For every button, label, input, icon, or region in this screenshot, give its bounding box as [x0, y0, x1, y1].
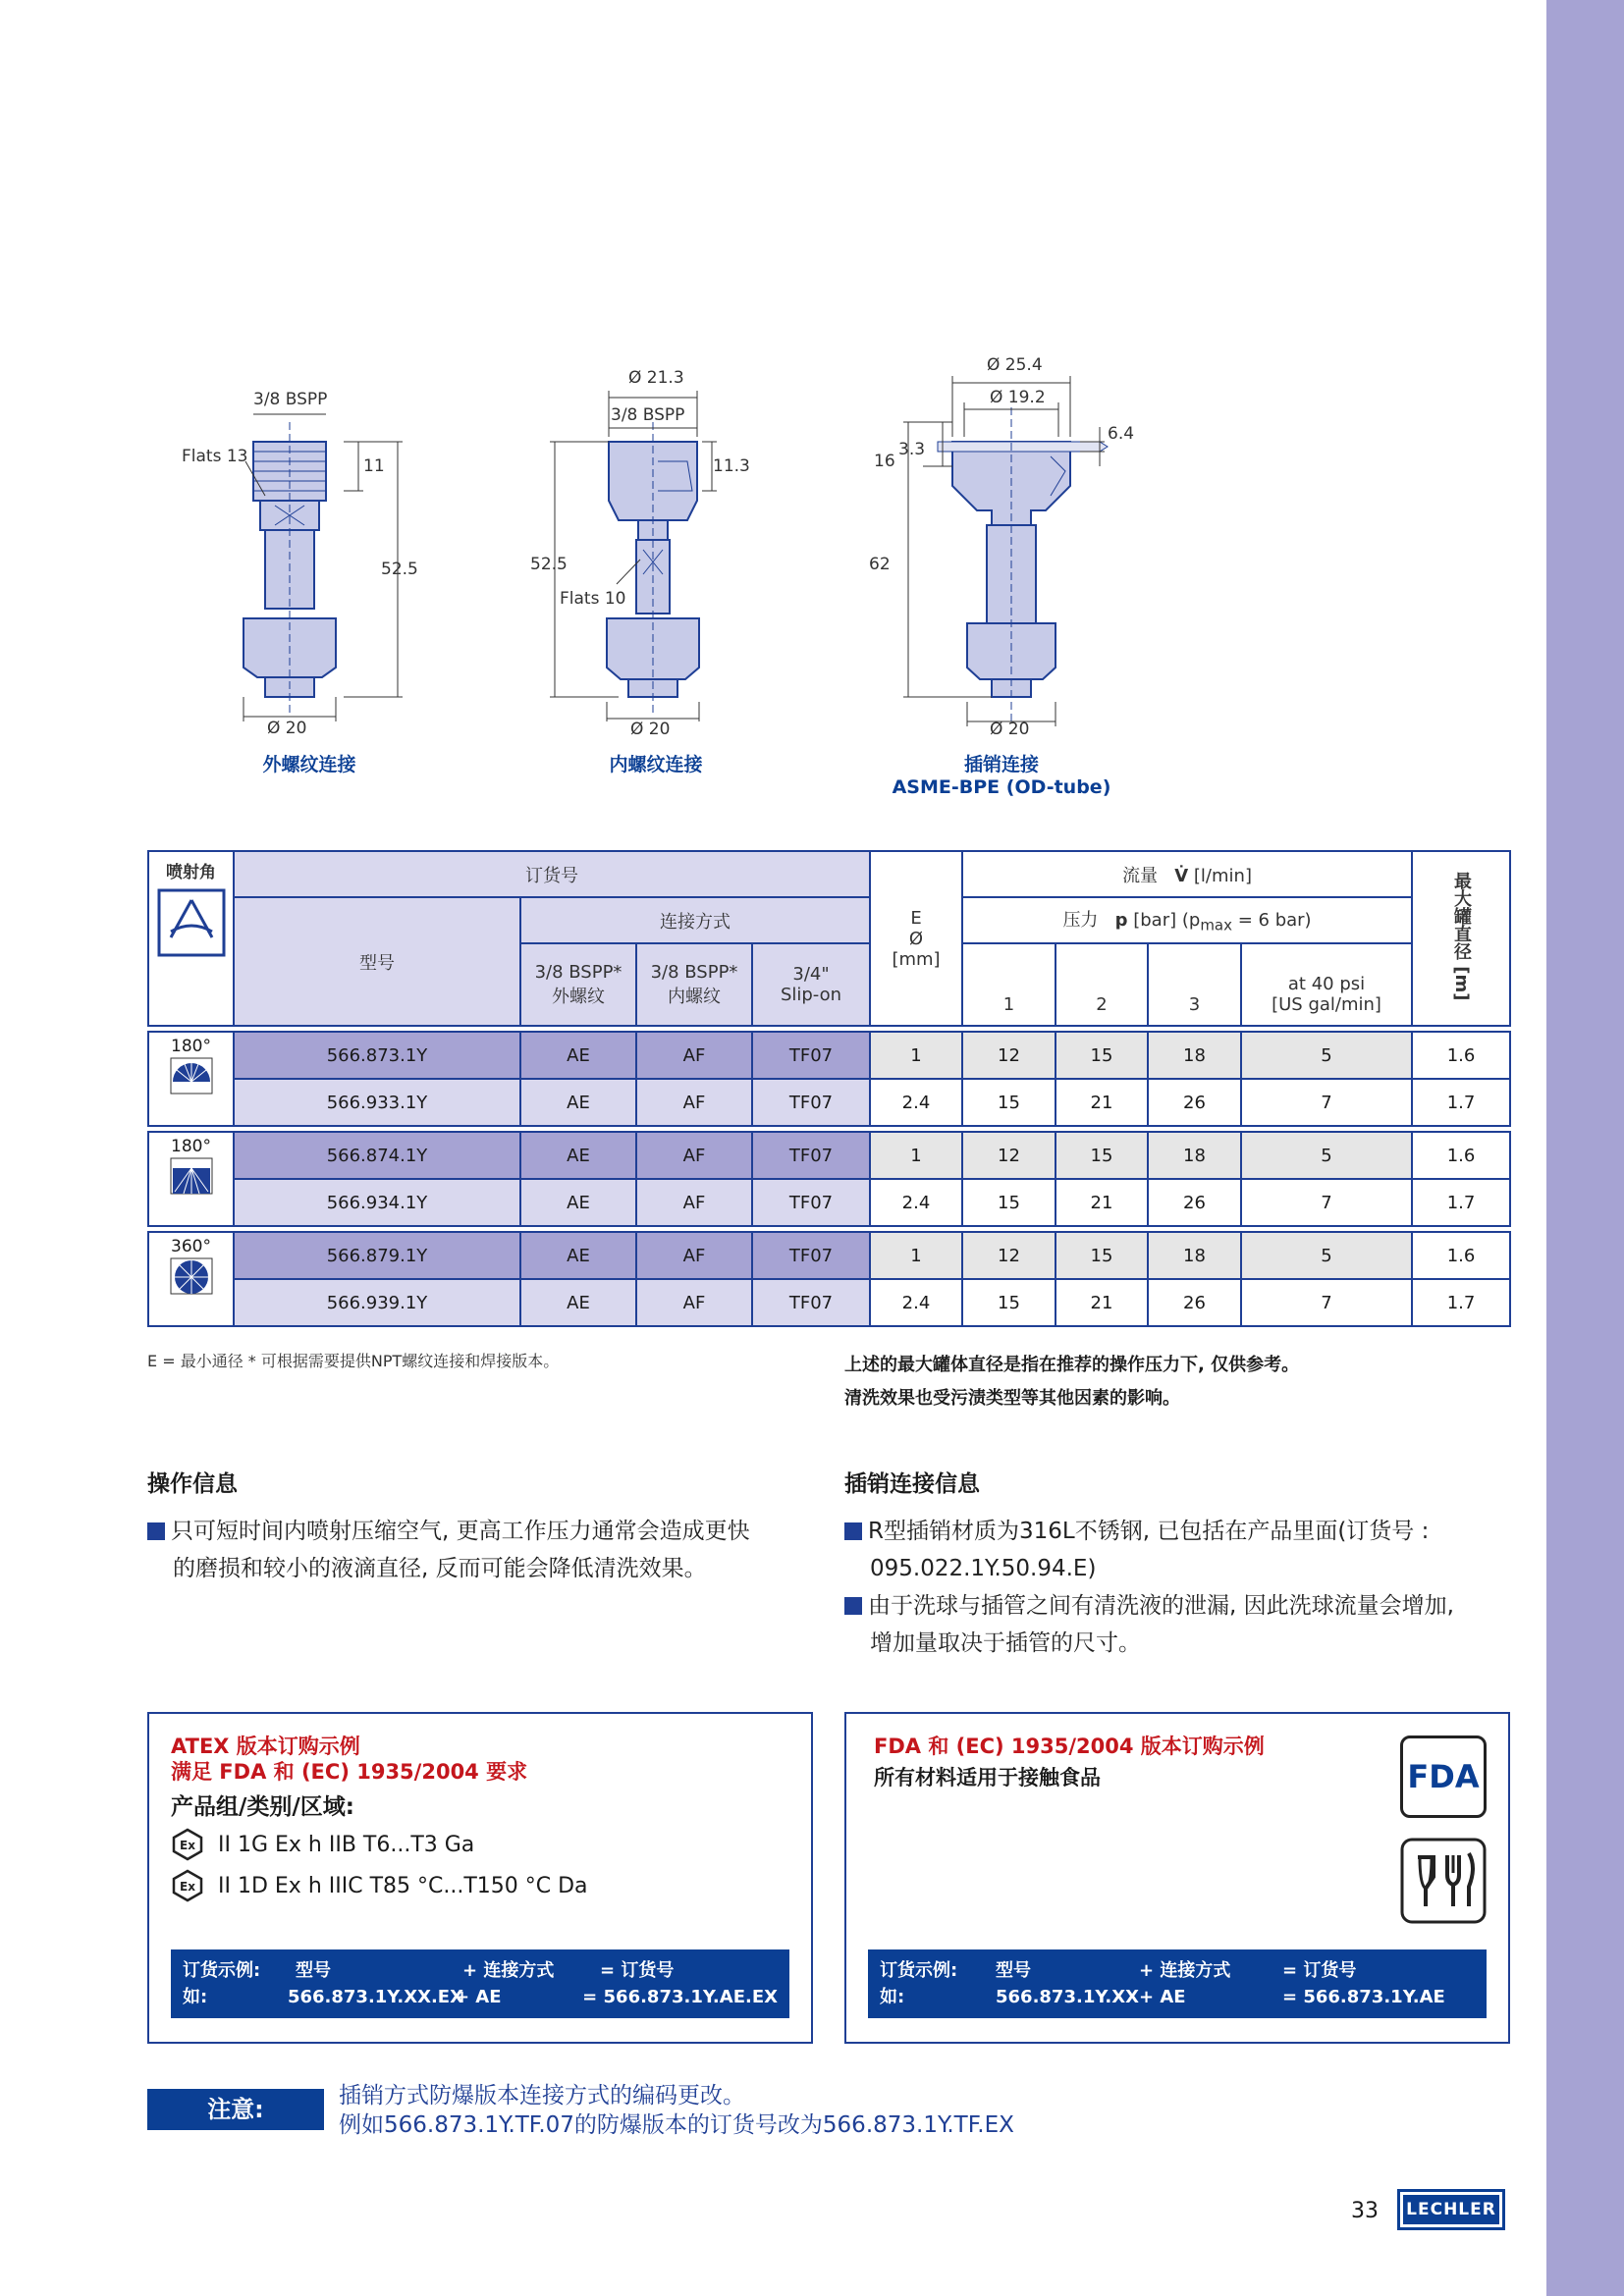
pressure-header	[962, 897, 1412, 943]
ext-dim-len: 52.5	[381, 560, 418, 579]
table-cell-conn1: AE	[520, 1079, 636, 1126]
table-cell-conn3: TF07	[752, 1232, 870, 1279]
conn-col-1-b: 外螺纹	[552, 986, 605, 1007]
table-cell-flow3: 18	[1148, 1232, 1241, 1279]
notice-line2: 例如566.873.1Y.TF.07的防爆版本的订货号改为566.873.1Y.TF.EX	[339, 2112, 1014, 2138]
e-header-2: Ø	[908, 928, 924, 949]
table-cell-diameter: 1.6	[1412, 1232, 1510, 1279]
pin-caption-line1: 插销连接	[963, 754, 1039, 775]
pressure-col-4-b: [US gal/min]	[1272, 994, 1381, 1015]
table-row-model: 566.939.1Y	[234, 1279, 520, 1326]
pressure-max-sub: max	[1200, 916, 1232, 934]
operation-title: 操作信息	[147, 1471, 238, 1497]
internal-thread-svg	[520, 363, 785, 736]
food-safe-icon	[1400, 1838, 1487, 1924]
spray-angle-label: 喷射角	[166, 863, 216, 882]
fda-order-example	[868, 1949, 1487, 2018]
fda-order-r2c2: 566.873.1Y.XX	[996, 1987, 1139, 2007]
int-thread-label: 3/8 BSPP	[611, 405, 685, 425]
spray-pattern-180-bottom-icon	[169, 1156, 214, 1196]
conn-col-2-header	[636, 943, 752, 1026]
table-cell-e: 1	[870, 1232, 962, 1279]
drawing-pin-connection	[854, 348, 1168, 736]
table-cell-flow1: 12	[962, 1232, 1056, 1279]
table-cell-diameter: 1.7	[1412, 1179, 1510, 1226]
table-note-line2: 清洗效果也受污渍类型等其他因素的影响。	[844, 1388, 1180, 1409]
pin-dim-pin: 6.4	[1108, 424, 1135, 444]
table-cell-diameter: 1.6	[1412, 1032, 1510, 1079]
side-band	[1546, 0, 1624, 2296]
pin-caption	[864, 754, 1139, 799]
fda-order-r2c4: = 566.873.1Y.AE	[1282, 1987, 1445, 2007]
table-cell-conn3: TF07	[752, 1132, 870, 1179]
table-cell-conn2: AF	[636, 1079, 752, 1126]
table-cell-flow4: 5	[1241, 1132, 1412, 1179]
pin-info-b1-l1: R型插销材质为316L不锈钢, 已包括在产品里面(订货号 :	[868, 1519, 1430, 1544]
table-cell-conn3: TF07	[752, 1032, 870, 1079]
table-cell-conn3: TF07	[752, 1179, 870, 1226]
pressure-symbol: p	[1114, 910, 1128, 932]
fda-box	[844, 1712, 1510, 2044]
ext-flats-label: Flats 13	[182, 447, 248, 466]
table-cell-conn2: AF	[636, 1232, 752, 1279]
table-cell-flow4: 5	[1241, 1032, 1412, 1079]
atex-order-r1c1: 订货示例:	[183, 1960, 261, 1981]
pressure-col-4-a: at 40 psi	[1287, 974, 1366, 994]
pin-info-text	[844, 1513, 1532, 1662]
table-cell-e: 2.4	[870, 1179, 962, 1226]
table-row-model: 566.934.1Y	[234, 1179, 520, 1226]
operation-line1: 只可短时间内喷射压缩空气, 更高工作压力通常会造成更快	[171, 1519, 750, 1544]
pin-info-title: 插销连接信息	[844, 1471, 980, 1497]
table-cell-flow1: 15	[962, 1179, 1056, 1226]
e-header-1: E	[910, 907, 922, 929]
spray-pattern-360-icon	[169, 1256, 214, 1296]
atex-order-r1c4: = 订货号	[600, 1960, 675, 1981]
pin-info-b2-l1: 由于洗球与插管之间有清洗液的泄漏, 因此洗球流量会增加,	[868, 1593, 1454, 1619]
table-row-model: 566.873.1Y	[234, 1032, 520, 1079]
table-cell-flow2: 21	[1056, 1279, 1148, 1326]
bullet-square-icon	[844, 1597, 862, 1615]
table-cell-flow2: 21	[1056, 1079, 1148, 1126]
pin-dim-len: 62	[869, 555, 891, 574]
pressure-end: = 6 bar)	[1232, 910, 1312, 932]
atex-box	[147, 1712, 813, 2044]
table-cell-diameter: 1.6	[1412, 1132, 1510, 1179]
table-cell-flow3: 18	[1148, 1132, 1241, 1179]
operation-text	[147, 1513, 835, 1587]
pressure-col-4	[1241, 943, 1412, 1026]
table-cell-flow3: 26	[1148, 1179, 1241, 1226]
ex-hexagon-icon	[171, 1828, 204, 1861]
pin-info-b2-l2: 增加量取决于插管的尺寸。	[870, 1630, 1141, 1656]
table-cell-conn2: AF	[636, 1179, 752, 1226]
atex-order-r2c1: 如:	[183, 1987, 208, 2007]
ext-dia: Ø 20	[267, 719, 307, 736]
pin-dia-outer: Ø 25.4	[987, 355, 1043, 375]
int-dim-top: 11.3	[713, 456, 750, 476]
int-dia: Ø 20	[630, 720, 671, 736]
table-cell-flow2: 15	[1056, 1032, 1148, 1079]
notice-text	[339, 2081, 1014, 2140]
table-cell-conn2: AF	[636, 1132, 752, 1179]
fda-order-r1c1: 订货示例:	[880, 1960, 958, 1981]
atex-ex-line2	[171, 1869, 588, 1902]
pressure-col-2: 2	[1056, 943, 1148, 1026]
conn-col-2-b: 内螺纹	[668, 986, 721, 1007]
conn-col-3-header	[752, 943, 870, 1026]
pin-connection-svg	[854, 348, 1168, 736]
order-no-header: 订货号	[234, 851, 870, 897]
logo-text: LECHLER	[1403, 2195, 1499, 2224]
operation-line2: 的磨损和较小的液滴直径, 反而可能会降低清洗效果。	[173, 1556, 707, 1581]
table-cell-e: 1	[870, 1132, 962, 1179]
atex-ex-line1	[171, 1828, 588, 1861]
table-cell-flow1: 12	[962, 1132, 1056, 1179]
external-thread-svg	[167, 383, 442, 736]
table-cell-flow3: 26	[1148, 1079, 1241, 1126]
pin-dim-b: 16	[874, 452, 895, 471]
pin-dia-inner: Ø 19.2	[990, 388, 1046, 407]
table-row-model: 566.879.1Y	[234, 1232, 520, 1279]
table-cell-conn1: AE	[520, 1132, 636, 1179]
fda-title: FDA 和 (EC) 1935/2004 版本订购示例	[874, 1735, 1265, 1758]
flow-symbol: V̇	[1174, 865, 1189, 886]
spec-table	[147, 850, 1511, 1327]
e-header-3: [mm]	[892, 948, 941, 970]
atex-sub: 产品组/类别/区域:	[171, 1794, 354, 1820]
e-header	[870, 851, 962, 1026]
atex-title2: 满足 FDA 和 (EC) 1935/2004 要求	[171, 1760, 528, 1784]
table-cell-conn1: AE	[520, 1279, 636, 1326]
table-cell-flow4: 5	[1241, 1232, 1412, 1279]
pin-dim-a: 3.3	[898, 440, 926, 459]
pressure-unit: [bar] (p	[1133, 910, 1201, 932]
spray-angle-header	[148, 851, 234, 1026]
table-cell-e: 1	[870, 1032, 962, 1079]
table-cell-diameter: 1.7	[1412, 1279, 1510, 1326]
table-cell-flow1: 15	[962, 1279, 1056, 1326]
fda-sub: 所有材料适用于接触食品	[874, 1766, 1101, 1789]
table-row-model: 566.933.1Y	[234, 1079, 520, 1126]
table-cell-conn3: TF07	[752, 1079, 870, 1126]
pressure-label: 压力	[1062, 910, 1099, 932]
angle-label: 180°	[171, 1137, 211, 1156]
atex-title1: ATEX 版本订购示例	[171, 1735, 360, 1758]
table-note-line1: 上述的最大罐体直径是指在推荐的操作压力下, 仅供参考。	[844, 1355, 1300, 1375]
max-diameter-header	[1412, 851, 1510, 1026]
table-cell-e: 2.4	[870, 1079, 962, 1126]
atex-ex1-text: II 1G Ex h IIB T6...T3 Ga	[218, 1832, 475, 1857]
lechler-logo	[1397, 2189, 1505, 2230]
conn-col-2-a: 3/8 BSPP*	[650, 961, 738, 983]
conn-col-1-a: 3/8 BSPP*	[534, 961, 623, 983]
ex-hexagon-icon	[171, 1869, 204, 1902]
bullet-square-icon	[844, 1522, 862, 1540]
spray-angle-icon	[157, 888, 226, 957]
drawing-internal-thread	[520, 363, 785, 736]
pin-info-b1-l2: 095.022.1Y.50.94.E)	[870, 1556, 1097, 1581]
table-cell-diameter: 1.7	[1412, 1079, 1510, 1126]
connection-header: 连接方式	[520, 897, 870, 943]
table-cell-conn1: AE	[520, 1232, 636, 1279]
flow-header	[962, 851, 1412, 897]
fda-order-r2c1: 如:	[880, 1987, 905, 2007]
fda-badge	[1400, 1735, 1487, 1818]
int-dim-len: 52.5	[530, 555, 568, 574]
notice-line1: 插销方式防爆版本连接方式的编码更改。	[339, 2083, 745, 2109]
max-diameter-label: 最大罐直径 [m]	[1451, 871, 1473, 1001]
atex-ex2-text: II 1D Ex h IIIC T85 °C...T150 °C Da	[218, 1873, 588, 1898]
drawing-external-thread	[167, 383, 442, 736]
table-cell-flow2: 21	[1056, 1179, 1148, 1226]
atex-order-r2c3: + AE	[454, 1987, 502, 2007]
svg-text:Ex: Ex	[180, 1880, 195, 1894]
table-cell-flow2: 15	[1056, 1232, 1148, 1279]
fda-order-r1c4: = 订货号	[1282, 1960, 1357, 1981]
atex-order-r1c3: + 连接方式	[462, 1960, 555, 1981]
pressure-col-1: 1	[962, 943, 1056, 1026]
conn-col-3-b: Slip-on	[780, 985, 842, 1005]
flow-label: 流量	[1122, 865, 1159, 886]
svg-text:Ex: Ex	[180, 1839, 195, 1852]
notice-label: 注意:	[147, 2089, 324, 2130]
atex-order-r1c2: 型号	[296, 1960, 331, 1981]
atex-order-r2c4: = 566.873.1Y.AE.EX	[582, 1987, 778, 2007]
fda-order-r1c3: + 连接方式	[1139, 1960, 1231, 1981]
pressure-col-3: 3	[1148, 943, 1241, 1026]
table-cell-conn2: AF	[636, 1279, 752, 1326]
table-group-angle	[148, 1132, 234, 1226]
conn-col-1-header	[520, 943, 636, 1026]
int-caption: 内螺纹连接	[609, 754, 703, 775]
table-cell-conn3: TF07	[752, 1279, 870, 1326]
pin-dia: Ø 20	[990, 720, 1030, 736]
table-group-angle	[148, 1232, 234, 1326]
ext-thread-label: 3/8 BSPP	[253, 390, 328, 409]
page-number: 33	[1351, 2199, 1379, 2223]
table-cell-flow1: 12	[962, 1032, 1056, 1079]
pin-caption-line2: ASME-BPE (OD-tube)	[892, 776, 1111, 798]
atex-order-r2c2: 566.873.1Y.XX.EX	[287, 1987, 463, 2007]
table-group-angle	[148, 1032, 234, 1126]
ext-caption: 外螺纹连接	[262, 754, 356, 775]
angle-label: 180°	[171, 1037, 211, 1056]
table-footnote: E = 最小通径 * 可根据需要提供NPT螺纹连接和焊接版本。	[147, 1352, 560, 1370]
table-cell-flow4: 7	[1241, 1179, 1412, 1226]
conn-col-3-a: 3/4"	[792, 964, 830, 985]
int-dia-top: Ø 21.3	[628, 368, 684, 388]
model-header: 型号	[234, 897, 520, 1026]
spray-pattern-180-top-icon	[169, 1056, 214, 1095]
flow-unit: [l/min]	[1193, 865, 1252, 886]
table-cell-flow3: 18	[1148, 1032, 1241, 1079]
table-row-model: 566.874.1Y	[234, 1132, 520, 1179]
table-cell-conn1: AE	[520, 1179, 636, 1226]
table-cell-conn1: AE	[520, 1032, 636, 1079]
fda-order-r1c2: 型号	[996, 1960, 1031, 1981]
table-note-right	[844, 1349, 1299, 1415]
table-cell-flow4: 7	[1241, 1279, 1412, 1326]
table-cell-e: 2.4	[870, 1279, 962, 1326]
int-flats-label: Flats 10	[560, 589, 626, 609]
table-cell-conn2: AF	[636, 1032, 752, 1079]
table-cell-flow4: 7	[1241, 1079, 1412, 1126]
bullet-square-icon	[147, 1522, 165, 1540]
table-cell-flow3: 26	[1148, 1279, 1241, 1326]
table-cell-flow1: 15	[962, 1079, 1056, 1126]
fda-badge-text: FDA	[1407, 1758, 1480, 1795]
fda-order-r2c3: + AE	[1139, 1987, 1186, 2007]
angle-label: 360°	[171, 1237, 211, 1256]
ext-dim-top: 11	[363, 456, 385, 476]
table-cell-flow2: 15	[1056, 1132, 1148, 1179]
atex-order-example	[171, 1949, 789, 2018]
